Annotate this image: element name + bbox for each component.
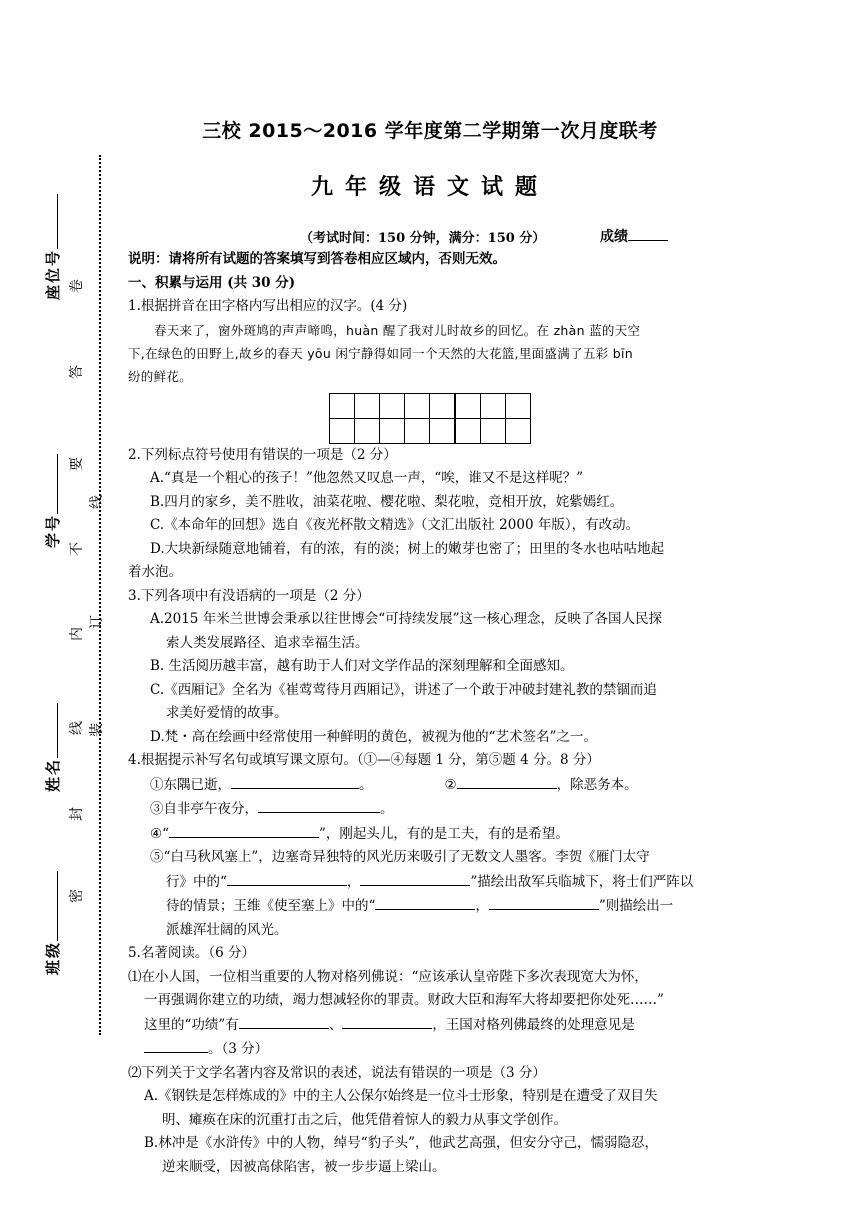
q5-part1-line3: 这里的“功绩”有 、 ，王国对格列佛最终的处理意见是 [128,1013,736,1038]
q4-item-4: ④“ ”，刚起头儿，有的是工夫，有的是希望。 [128,822,736,847]
q4-items-1-2: ①东隅已逝， 。 ② ，除恶务本。 [128,773,736,798]
q1-passage-line: 春天来了，窗外斑鸠的声声啼鸣，huàn 醒了我对儿时故乡的回忆。在 zhàn 蓝的天空 [154,322,641,338]
q4-item-5-line3: 待的情景；王维《使至塞上》中的“ ， ”则描绘出一 [128,894,736,919]
seal-char: 线 [69,721,85,735]
q4-blank-2[interactable] [457,773,557,789]
q4-blank-5c[interactable] [375,894,475,910]
q5-option-b: B.林冲是《水浒传》中的人物，绰号“豹子头”，他武艺高强，但安分守己，懦弱隐忍， [144,1135,659,1151]
q5-part1-line4: 。（3 分） [128,1037,736,1062]
q4-item-5: ⑤“白马秋风塞上”，边塞奇异独特的风光历来吸引了无数文人墨客。李贺《雁门太守 [150,849,650,865]
bind-char: 订 [89,615,105,629]
seal-char: 卷 [69,279,85,293]
q1-passage-line: 下,在绿色的田野上,故乡的春天 yōu 闲宁静得如同一个天然的大花篮,里面盛满了五彩 bīn [128,345,633,361]
q2-option-d-cont: 着水泡。 [128,564,182,580]
q4-item-5-line2: 行》中的“ ， ”描绘出敌军兵临城下，将士们严阵以 [128,870,736,895]
instructions: 说明：请将所有试题的答案填写到答卷相应区域内，否则无效。 [128,251,506,267]
q5-option-b-cont: 逆来顺受，因被高俅陷害，被一步步逼上梁山。 [162,1158,446,1175]
question-4-stem: 4.根据提示补写名句或填写课文原句。（①—④每题 1 分，第⑤题 4 分。8 分） [128,752,600,768]
question-2-stem: 2.下列标点符号使用有错误的一项是（2 分） [128,446,397,463]
q5-part2: ⑵下列关于文学名著内容及常识的表述，说法有错误的一项是（3 分） [128,1064,546,1081]
section-heading: 一、积累与运用 (共 30 分) [128,274,296,291]
seal-char: 答 [69,365,85,379]
q4-blank-5b[interactable] [360,870,470,886]
seal-char: 不 [69,542,85,556]
q2-option-a: A.“真是一个粗心的孩子！”他忽然又叹息一声，“唉，谁又不是这样呢？” [150,470,584,486]
q2-option-d: D.大块新绿随意地铺着，有的浓，有的淡；树上的嫩芽也密了；田里的冬水也咕咕地起 [150,540,665,557]
class-label: 班级 [42,871,63,975]
q5-option-a: A.《钢铁是怎样炼成的》中的主人公保尔始终是一位斗士形象，特别是在遭受了双目失 [144,1088,658,1104]
exam-content [128,248,736,1179]
tianzige-grid[interactable] [128,388,736,444]
bind-char: 线 [89,495,105,509]
seal-char: 要 [69,457,85,471]
q3-option-c: C.《西厢记》全名为《崔莺莺待月西厢记》，讲述了一个敢于冲破封建礼教的禁锢而追 [150,681,657,698]
exam-title: 三校 2015～2016 学年度第二学期第一次月度联考 [202,120,658,142]
q4-blank-3[interactable] [258,797,380,813]
seat-number-label: 座位号 [42,194,63,300]
q5-blank-1[interactable] [239,1013,329,1029]
q1-passage-line: 纷的鲜花。 [128,368,193,384]
exam-subtitle: 九年级语文试题 [310,175,549,200]
q5-part1: ⑴在小人国，一位相当重要的人物对格列佛说：“应该承认皇帝陛下多次表现宽大为怀， [128,968,648,985]
q3-option-b: B. 生活阅历越丰富，越有助于人们对文学作品的深刻理解和全面感知。 [150,658,574,674]
bind-char: 装 [89,723,105,737]
score-field: 成绩 [600,226,668,246]
q4-item-3: ③自非亭午夜分， 。 [128,797,736,822]
seal-char: 封 [69,807,85,821]
q2-option-b: B.四月的家乡，美不胜收，油菜花啦、樱花啦、梨花啦，竞相开放，姹紫嫣红。 [150,493,624,510]
q5-blank-3[interactable] [144,1037,208,1053]
question-3-stem: 3.下列各项中有没语病的一项是（2 分） [128,587,370,604]
seal-char: 内 [69,627,85,641]
q5-part1-line2: 一再强调你建立的功绩，竭力想减轻你的罪责。财政大臣和海军大将却要把你处死……” [144,992,664,1008]
student-number-label: 学号 [42,454,63,548]
q5-blank-2[interactable] [342,1013,432,1029]
question-5-stem: 5.名著阅读。（6 分） [128,945,256,961]
q2-option-c: C.《本命年的回想》选自《夜光杯散文精选》（文汇出版社 2000 年版），有改动。 [150,517,640,533]
binding-dotted-line [99,155,101,1035]
exam-time-info: （考试时间：150 分钟，满分：150 分） [300,231,546,246]
seal-char: 密 [69,889,85,903]
q4-blank-4[interactable] [169,822,319,838]
q5-option-a-cont: 明、瘫痪在床的沉重打击之后，他凭借着惊人的毅力从事文学创作。 [162,1111,567,1128]
name-label: 姓名 [42,703,63,792]
q4-blank-5a[interactable] [227,870,347,886]
q3-option-c-cont: 求美好爱情的故事。 [166,705,288,721]
q3-option-a: A.2015 年米兰世博会秉承以往世博会“可持续发展”这一核心理念，反映了各国人民探 [150,611,662,627]
q4-blank-5d[interactable] [489,894,599,910]
q4-item-5-line4: 派雄浑壮阔的风光。 [166,921,288,938]
q3-option-d: D.梵・高在绘画中经常使用一种鲜明的黄色，被视为他的“艺术签名”之一。 [150,728,597,745]
q4-blank-1[interactable] [231,773,359,789]
q3-option-a-cont: 索人类发展路径、追求幸福生活。 [166,634,369,651]
question-1-stem: 1.根据拼音在田字格内写出相应的汉字。(4 分) [128,298,408,314]
